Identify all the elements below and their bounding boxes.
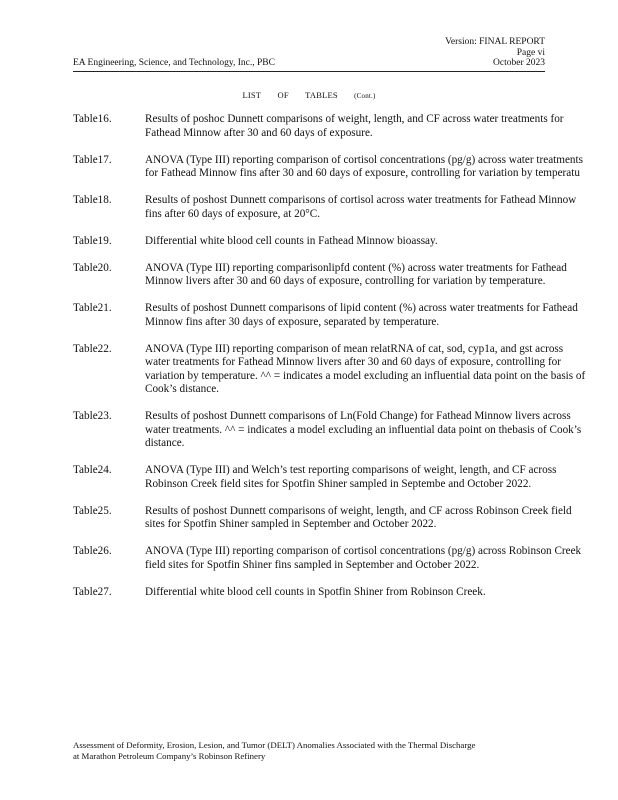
toc-entry-21[interactable] [73, 302, 593, 329]
heading-list: LIST [242, 90, 262, 100]
table-title: Results of poshoc Dunnett comparisons of weight, length, and CF across water treatments for Fathead Minnow after 30 and 60 days of exposure. [145, 113, 564, 139]
table-number: Table21. [73, 302, 112, 314]
table-number: Table22. [73, 342, 112, 355]
version-label: Version: FINAL REPORT [445, 37, 545, 47]
document-footer [73, 740, 573, 761]
toc-entry-16[interactable] [73, 113, 593, 140]
toc-entry-17[interactable] [73, 154, 593, 181]
toc-entry-20[interactable] [73, 262, 593, 289]
toc-entry-25[interactable] [73, 505, 593, 532]
toc-entry-27[interactable] [73, 586, 593, 600]
table-title: ANOVA (Type III) reporting comparison of cortisol concentrations (pg/g) across Robinson Creek field sites for Spotfin Shiner fins sampled in September and October 2022. [145, 545, 582, 571]
footer-line-1: Assessment of Deformity, Erosion, Lesion, and Tumor (DELT) Anomalies Associated with the Thermal Discharge [73, 740, 476, 750]
table-number: Table20. [73, 261, 112, 274]
table-number: Table26. [73, 545, 112, 557]
table-number: Table24. [73, 464, 112, 476]
table-number: Table17. [73, 153, 112, 166]
toc-entry-19[interactable] [73, 235, 593, 249]
table-number: Table18. [73, 194, 112, 206]
table-number: Table27. [73, 585, 112, 598]
table-title: Differential white blood cell counts in Spotfin Shiner from Robinson Creek. [145, 585, 486, 598]
company-name: EA Engineering, Science, and Technology, Inc., PBC [73, 58, 275, 68]
table-title: Differential white blood cell counts in Fathead Minnow bioassay. [145, 234, 438, 247]
table-number: Table25. [73, 504, 112, 517]
table-list [73, 113, 593, 613]
table-title: Results of poshost Dunnett comparisons of weight, length, and CF across Robinson Creek field sites for Spotfin Shiner sampled in September and October 2022. [145, 504, 572, 530]
toc-entry-18[interactable] [73, 194, 593, 221]
table-title: Results of poshost Dunnett comparisons of lipid content (%) across water treatments for Fathead Minnow fins after 30 days of exposure, separated by temperature. [145, 302, 578, 328]
table-title: ANOVA (Type III) reporting comparison of cortisol concentrations (pg/g) across water treatments for Fathead Minnow fins after 30 and 60 days of exposure, controlling for variation by temperatu [145, 153, 583, 179]
table-number: Table16. [73, 113, 112, 125]
heading-tables: TABLES [305, 90, 338, 100]
toc-entry-26[interactable] [73, 545, 593, 572]
footer-line-2: at Marathon Petroleum Company’s Robinson Refinery [73, 750, 266, 761]
table-title: ANOVA (Type III) and Welch’s test reporting comparisons of weight, length, and CF across Robinson Creek field sites for Spotfin Shiner sampled in Septembe and October 2022. [145, 464, 557, 490]
table-title: ANOVA (Type III) reporting comparisonlipfd content (%) across water treatments for Fathead Minnow livers after 30 and 60 days of exposure, controlling for variation by temperature. [145, 261, 567, 287]
heading-continued: (Cont.) [354, 92, 376, 100]
table-title: ANOVA (Type III) reporting comparison of mean relatRNA of cat, sod, cyp1a, and gst across water treatments for Fathead Minnow livers after 30 and 60 days of exposure, controlling for variation by temperature. ^^ = indicates a model excluding an influential data point on the basis of Cook’s distance. [145, 342, 586, 395]
section-heading [0, 90, 618, 100]
toc-entry-24[interactable] [73, 464, 593, 491]
table-number: Table23. [73, 410, 112, 422]
header-meta [445, 37, 545, 69]
page-number: Page vi [516, 47, 545, 58]
heading-of: OF [277, 90, 289, 100]
toc-entry-23[interactable] [73, 410, 593, 451]
toc-entry-22[interactable] [73, 343, 593, 397]
table-title: Results of poshost Dunnett comparisons of cortisol across water treatments for Fathead Minnow fins after 60 days of exposure, at 20°C. [145, 194, 577, 220]
header-divider [73, 71, 545, 72]
table-title: Results of poshost Dunnett comparisons of Ln(Fold Change) for Fathead Minnow livers across water treatments. ^^ = indicates a model excluding an influential data point on thebasis of Cook’s distance. [145, 410, 582, 449]
report-date: October 2023 [493, 58, 545, 68]
table-number: Table19. [73, 234, 112, 247]
